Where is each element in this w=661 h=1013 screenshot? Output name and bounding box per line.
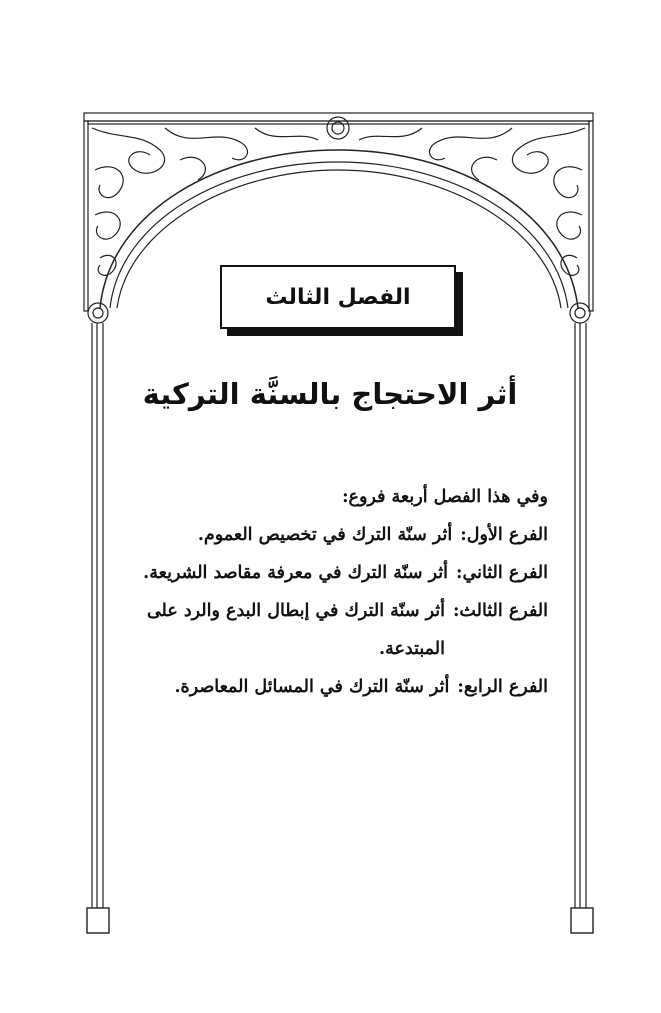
- chapter-heading-box: [220, 265, 456, 329]
- intro-line: وفي هذا الفصل أربعة فروع:: [342, 487, 548, 507]
- main-title: أثر الاحتجاج بالسنَّة التركية: [142, 377, 518, 411]
- chapter-title: الفصل الثالث: [265, 284, 411, 310]
- chapter-contents: [118, 478, 548, 706]
- branch-label: الفرع الثالث:: [452, 601, 548, 621]
- branch-label: الفرع الثاني:: [456, 563, 548, 583]
- branch-item: [118, 554, 548, 592]
- branch-item: [118, 592, 548, 668]
- branch-label: الفرع الأول:: [460, 525, 548, 545]
- branch-item: [118, 516, 548, 554]
- branch-item: [118, 668, 548, 706]
- branch-text: أثر سنّة الترك في المسائل المعاصرة.: [174, 677, 450, 697]
- branch-label: الفرع الرابع:: [457, 677, 548, 697]
- branch-text: أثر سنّة الترك في معرفة مقاصد الشريعة.: [143, 563, 449, 583]
- branch-text: أثر سنّة الترك في تخصيص العموم.: [197, 525, 453, 545]
- branch-text: أثر سنّة الترك في إبطال البدع والرد على المبتدعة.: [146, 601, 445, 659]
